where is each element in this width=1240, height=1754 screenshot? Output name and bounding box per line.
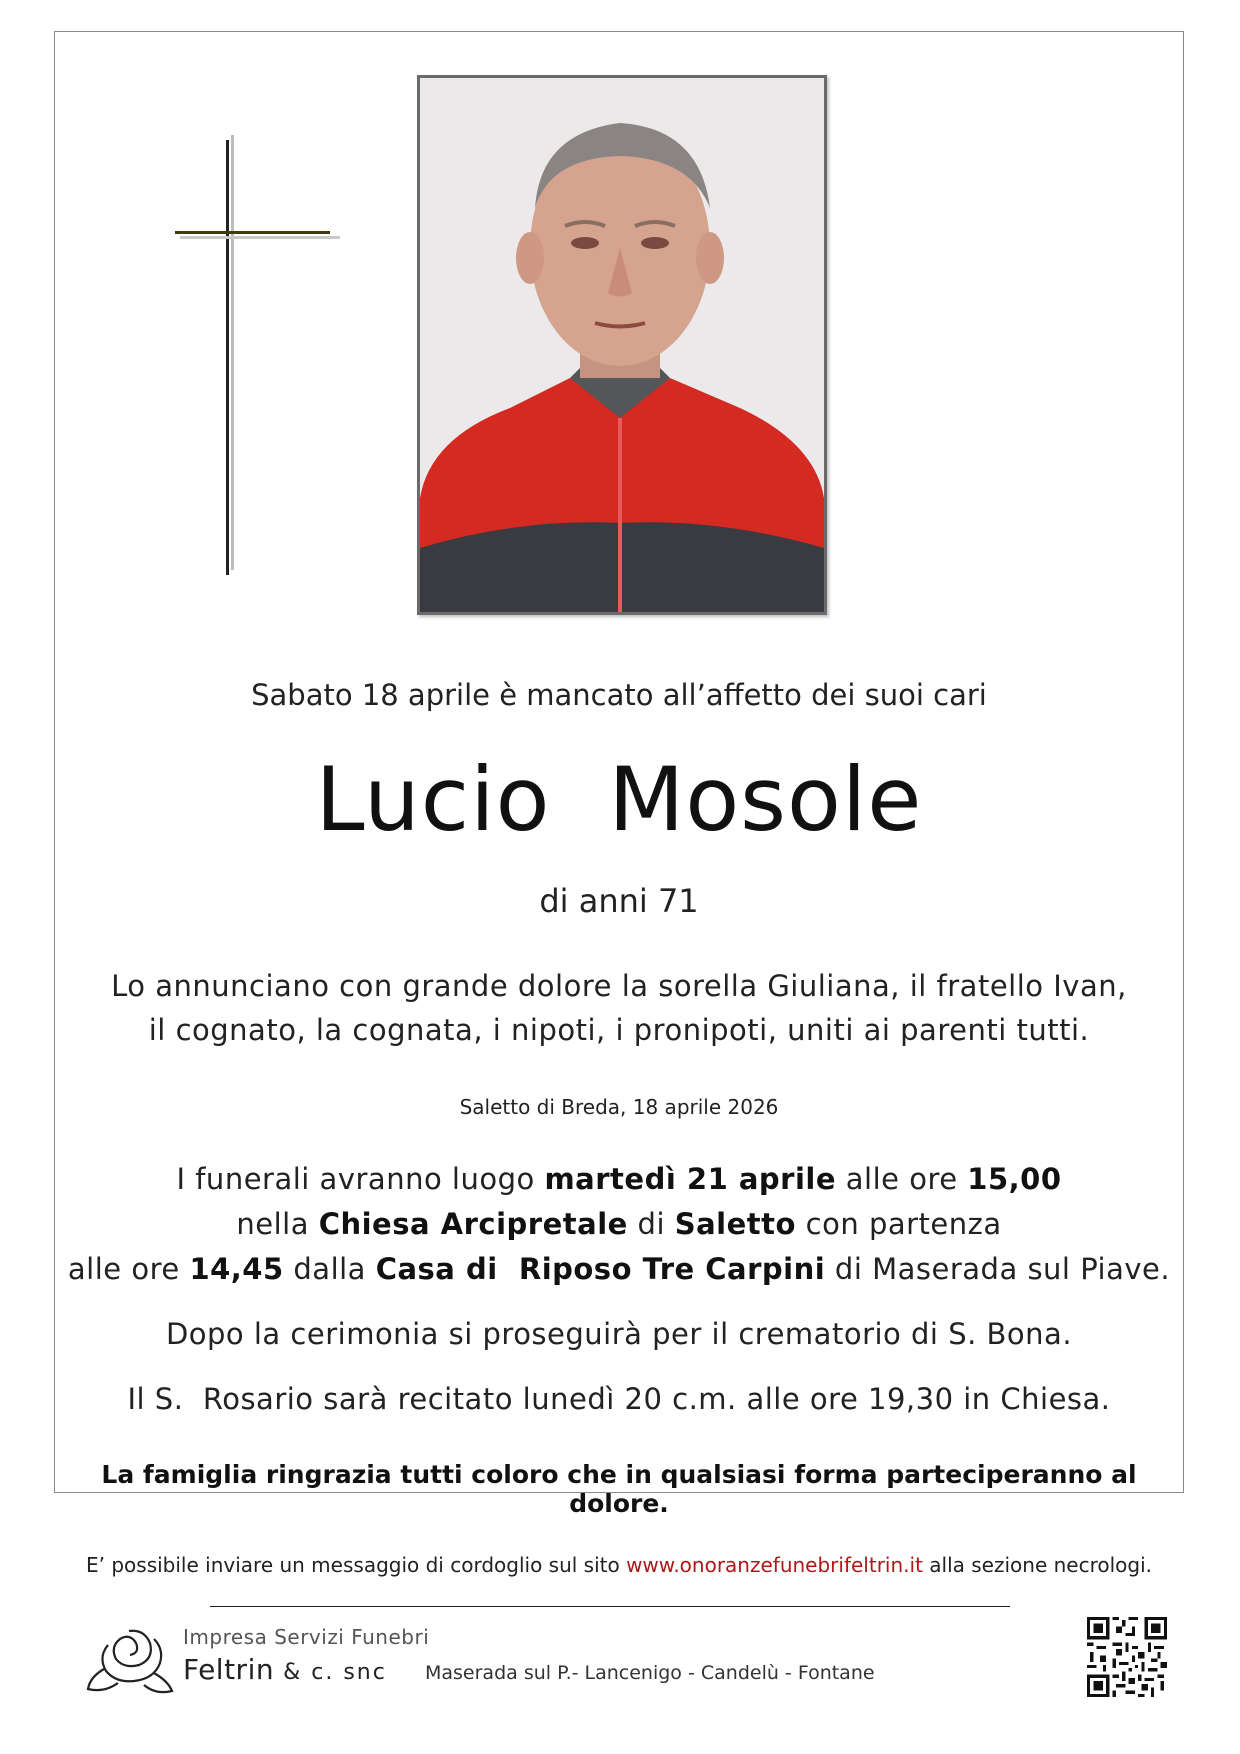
company-name-suffix: & c. snc xyxy=(274,1660,387,1685)
after-ceremony: Dopo la cerimonia si proseguirà per il crematorio di S. Bona. xyxy=(165,1317,1073,1351)
departure-time: 14,45 xyxy=(189,1252,284,1286)
funeral-text: con partenza xyxy=(795,1207,1002,1241)
funeral-text: nella xyxy=(236,1207,319,1241)
deceased-age: di anni 71 xyxy=(539,882,699,920)
funeral-details xyxy=(54,1157,1184,1292)
funeral-date: martedì 21 aprile xyxy=(544,1162,837,1196)
announcement-line: il cognato, la cognata, i nipoti, i pronipoti, uniti ai parenti tutti. xyxy=(148,1013,1090,1047)
funeral-text: alle ore xyxy=(67,1252,190,1286)
place-date: Saletto di Breda, 18 aprile 2026 xyxy=(459,1095,779,1119)
condolence-message xyxy=(54,1553,1184,1577)
website-link[interactable]: www.onoranzefunebrifeltrin.it xyxy=(626,1553,923,1577)
intro-text: Sabato 18 aprile è mancato all’affetto dei suoi cari xyxy=(251,678,987,712)
family-thanks: La famiglia ringrazia tutti coloro che in qualsiasi forma parteciperanno al dolore. xyxy=(101,1460,1137,1518)
funeral-text: di xyxy=(627,1207,675,1241)
divider xyxy=(210,1606,1010,1607)
rosary-info: Il S. Rosario sarà recitato lunedì 20 c.m. alle ore 19,30 in Chiesa. xyxy=(127,1382,1111,1416)
town-name: Saletto xyxy=(674,1207,796,1241)
condolence-text: E’ possibile inviare un messaggio di cordoglio sul sito xyxy=(86,1553,627,1577)
church-name: Chiesa Arcipretale xyxy=(318,1207,628,1241)
funeral-line xyxy=(54,1247,1184,1292)
funeral-text: di Maserada sul Piave. xyxy=(825,1252,1171,1286)
announcement xyxy=(54,964,1184,1052)
qr-code-icon[interactable] xyxy=(1087,1617,1167,1697)
departure-place: Casa di Riposo Tre Carpini xyxy=(375,1252,826,1286)
company-name xyxy=(183,1653,387,1686)
company-name-main: Feltrin xyxy=(183,1653,275,1686)
condolence-text: alla sezione necrologi. xyxy=(922,1553,1152,1577)
funeral-time: 15,00 xyxy=(967,1162,1062,1196)
funeral-text: dalla xyxy=(283,1252,376,1286)
funeral-text: alle ore xyxy=(836,1162,968,1196)
funeral-line xyxy=(54,1157,1184,1202)
company-locations: Maserada sul P.- Lancenigo - Candelù - Fontane xyxy=(425,1662,875,1684)
cross-icon xyxy=(170,130,340,580)
deceased-portrait xyxy=(417,75,827,615)
funeral-line xyxy=(54,1202,1184,1247)
funeral-text: I funerali avranno luogo xyxy=(176,1162,545,1196)
rose-icon xyxy=(84,1623,174,1695)
company-tagline: Impresa Servizi Funebri xyxy=(183,1625,430,1649)
deceased-name: Lucio Mosole xyxy=(315,748,923,851)
announcement-line: Lo annunciano con grande dolore la sorella Giuliana, il fratello Ivan, xyxy=(111,969,1127,1003)
